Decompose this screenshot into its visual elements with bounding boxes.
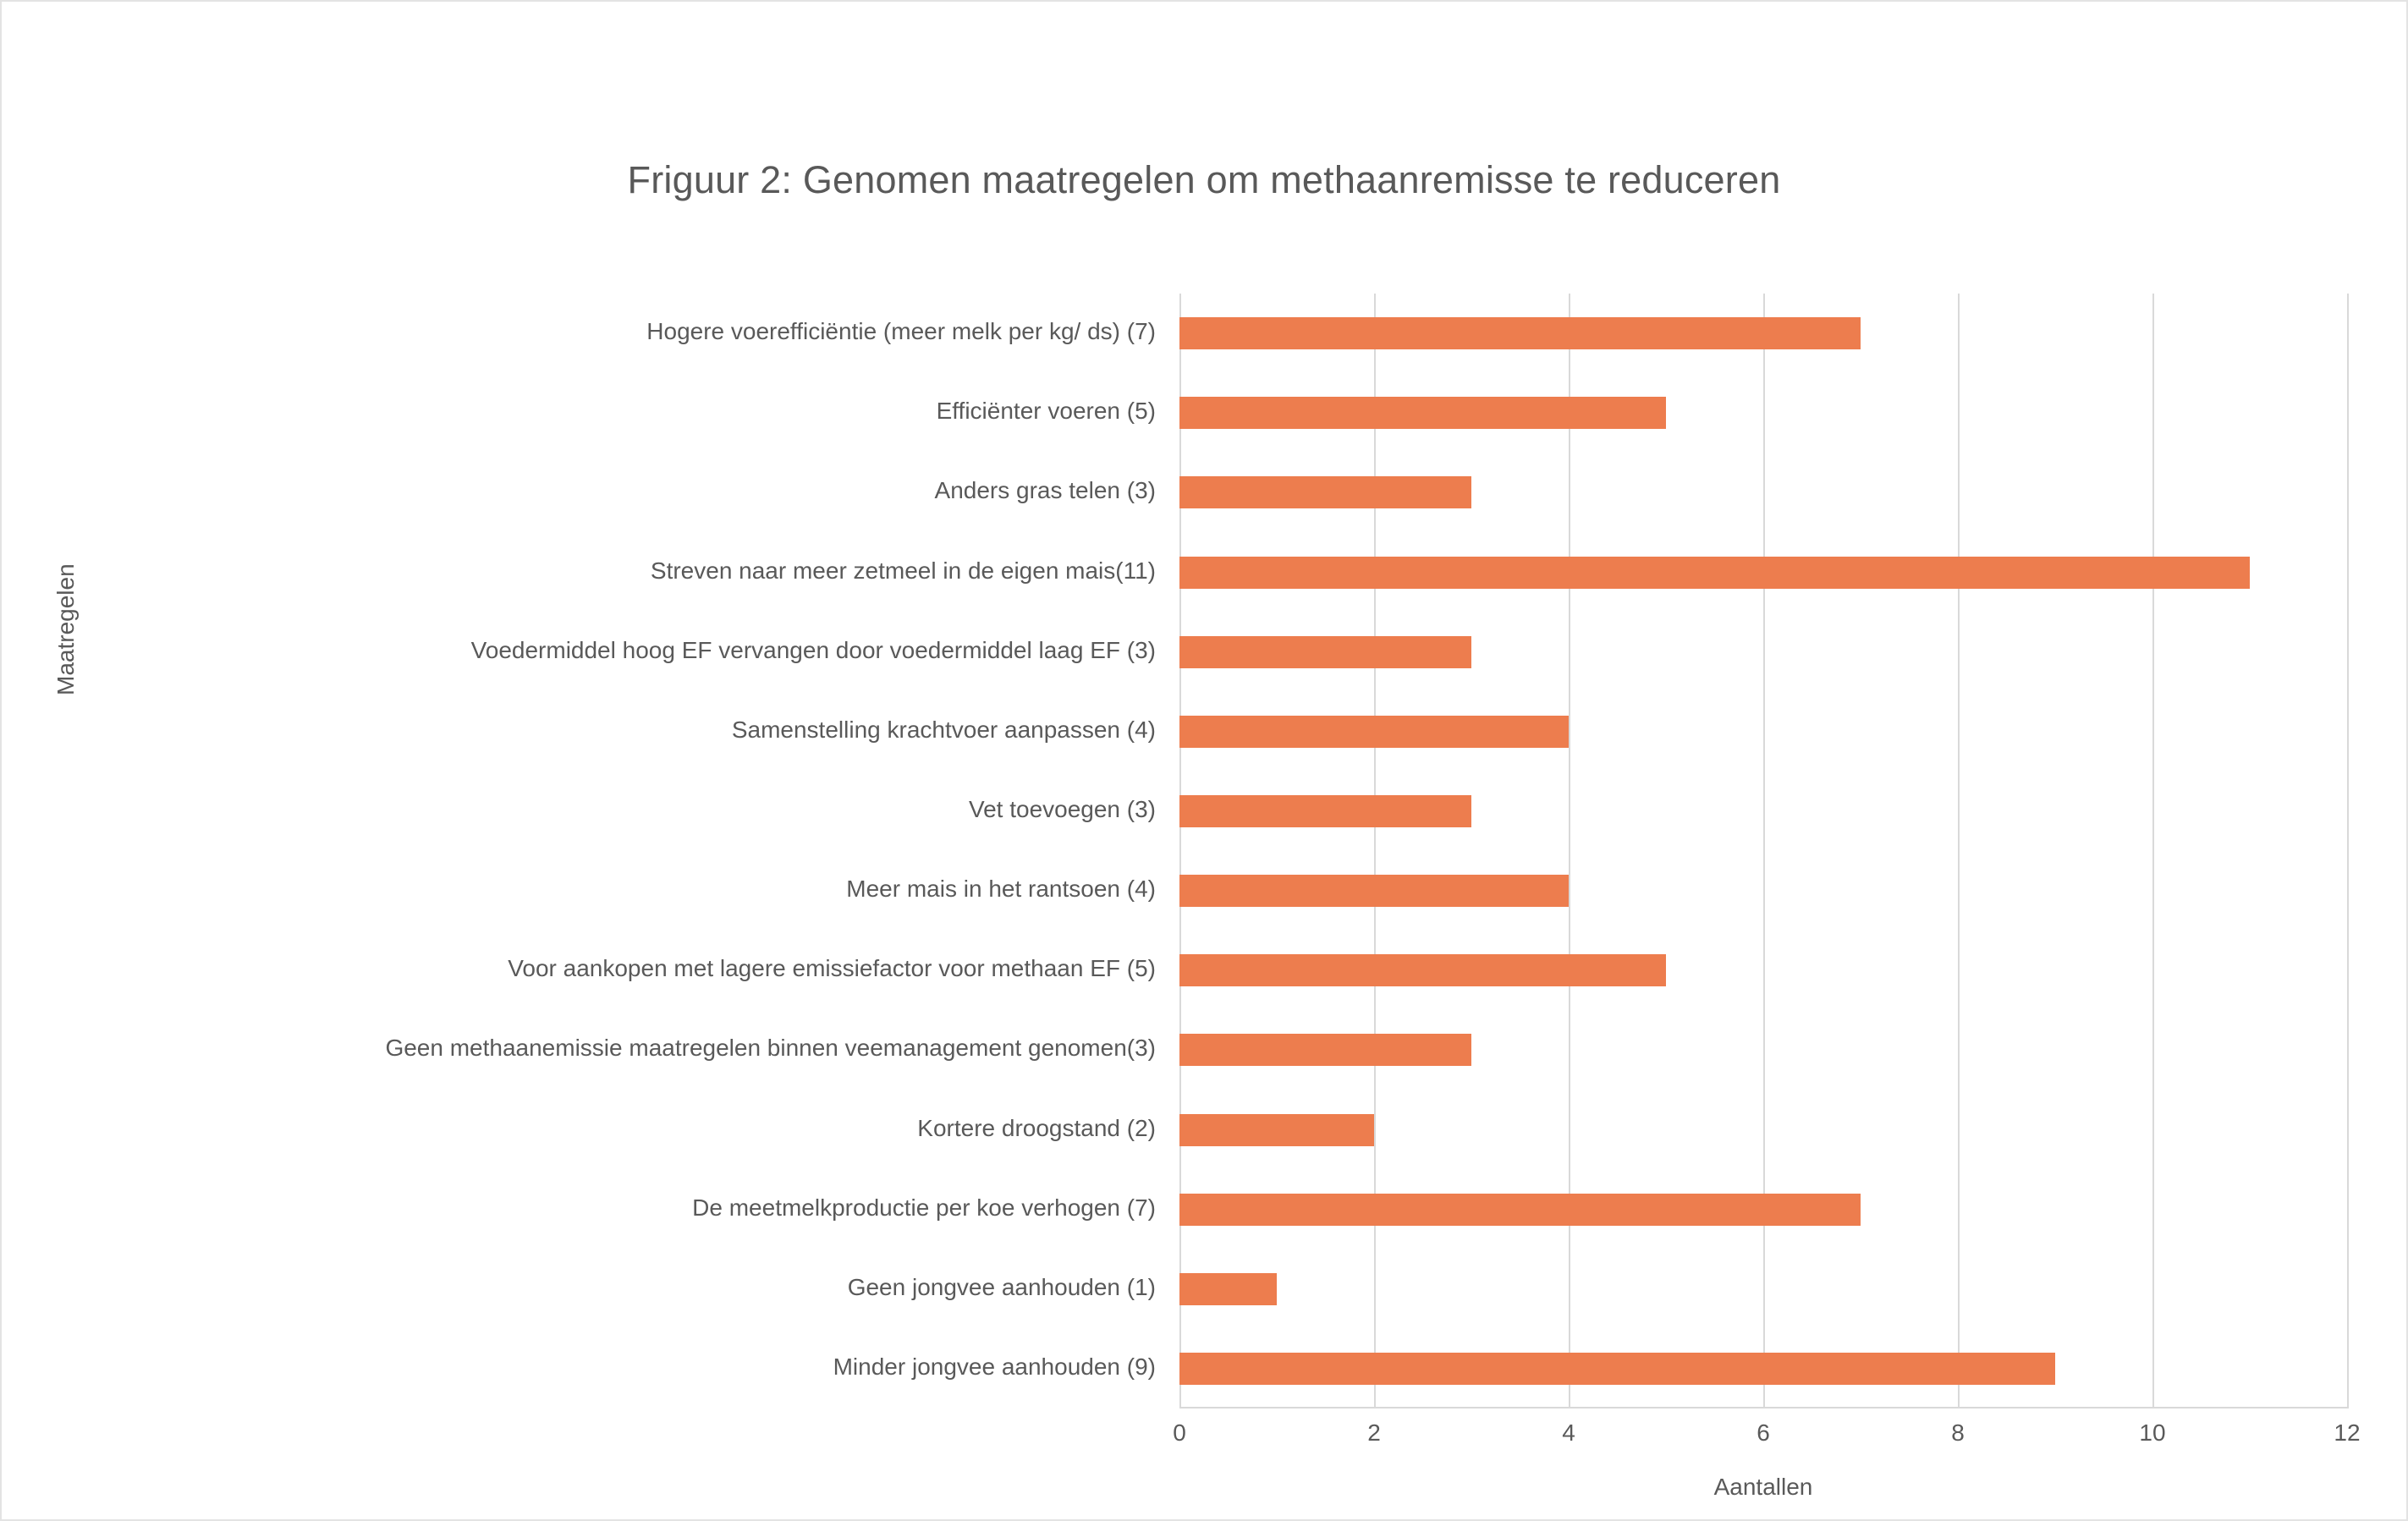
bar [1179,476,1471,508]
bar-row [1179,954,2347,986]
gridline [2347,294,2349,1408]
bar-row [1179,1034,2347,1066]
x-axis-line [1179,1407,2347,1408]
gridline [1958,294,1960,1408]
bar [1179,1353,2055,1385]
chart-title: Friguur 2: Genomen maatregelen om methaanremisse te reduceren [627,158,1781,201]
bar [1179,1194,1861,1226]
bar [1179,636,1471,668]
category-label: Geen methaanemissie maatregelen binnen veemanagement genomen(3) [385,1035,1156,1062]
gridline [1763,294,1765,1408]
bar [1179,1114,1374,1146]
category-label: Vet toevoegen (3) [968,795,1156,822]
category-label: Geen jongvee aanhouden (1) [847,1273,1156,1300]
x-tick-label: 0 [1173,1419,1186,1446]
category-label: De meetmelkproductie per koe verhogen (7) [692,1194,1156,1221]
bar-row [1179,557,2347,589]
category-label: Streven naar meer zetmeel in de eigen mais(11) [650,557,1156,584]
category-label: Hogere voerefficiëntie (meer melk per kg/ ds) (7) [646,318,1156,345]
x-tick-label: 2 [1367,1419,1381,1446]
bar [1179,795,1471,827]
category-label: Kortere droogstand (2) [917,1114,1156,1141]
bar [1179,397,1666,429]
category-label: Voedermiddel hoog EF vervangen door voedermiddel laag EF (3) [470,636,1156,663]
x-tick-label: 12 [2334,1419,2361,1446]
bar [1179,954,1666,986]
bar [1179,1034,1471,1066]
x-tick-label: 10 [2139,1419,2166,1446]
bar-row [1179,636,2347,668]
category-label: Efficiënter voeren (5) [936,398,1156,425]
y-axis-title: Maatregelen [52,563,79,695]
category-label: Minder jongvee aanhouden (9) [833,1353,1156,1380]
category-label: Anders gras telen (3) [934,477,1156,504]
bar-row [1179,1194,2347,1226]
bar [1179,875,1569,907]
gridline [2152,294,2154,1408]
gridline [1374,294,1376,1408]
x-tick-label: 4 [1562,1419,1575,1446]
bar [1179,716,1569,748]
x-tick-label: 6 [1757,1419,1770,1446]
bar [1179,557,2250,589]
bar-row [1179,875,2347,907]
x-axis-title: Aantallen [1713,1474,1813,1500]
category-label: Meer mais in het rantsoen (4) [846,876,1156,903]
y-axis-line [1179,294,1181,1408]
bar-row [1179,476,2347,508]
bar [1179,1273,1277,1305]
bar-row [1179,795,2347,827]
bar-row [1179,397,2347,429]
x-tick-label: 8 [1951,1419,1965,1446]
bar-row [1179,1114,2347,1146]
bar-row [1179,1353,2347,1385]
bar-row [1179,317,2347,349]
gridline [1569,294,1570,1408]
category-label: Voor aankopen met lagere emissiefactor voor methaan EF (5) [508,955,1156,982]
plot-area [1179,294,2347,1408]
bar-row [1179,716,2347,748]
bar [1179,317,1861,349]
bar-row [1179,1273,2347,1305]
category-label: Samenstelling krachtvoer aanpassen (4) [731,716,1156,743]
